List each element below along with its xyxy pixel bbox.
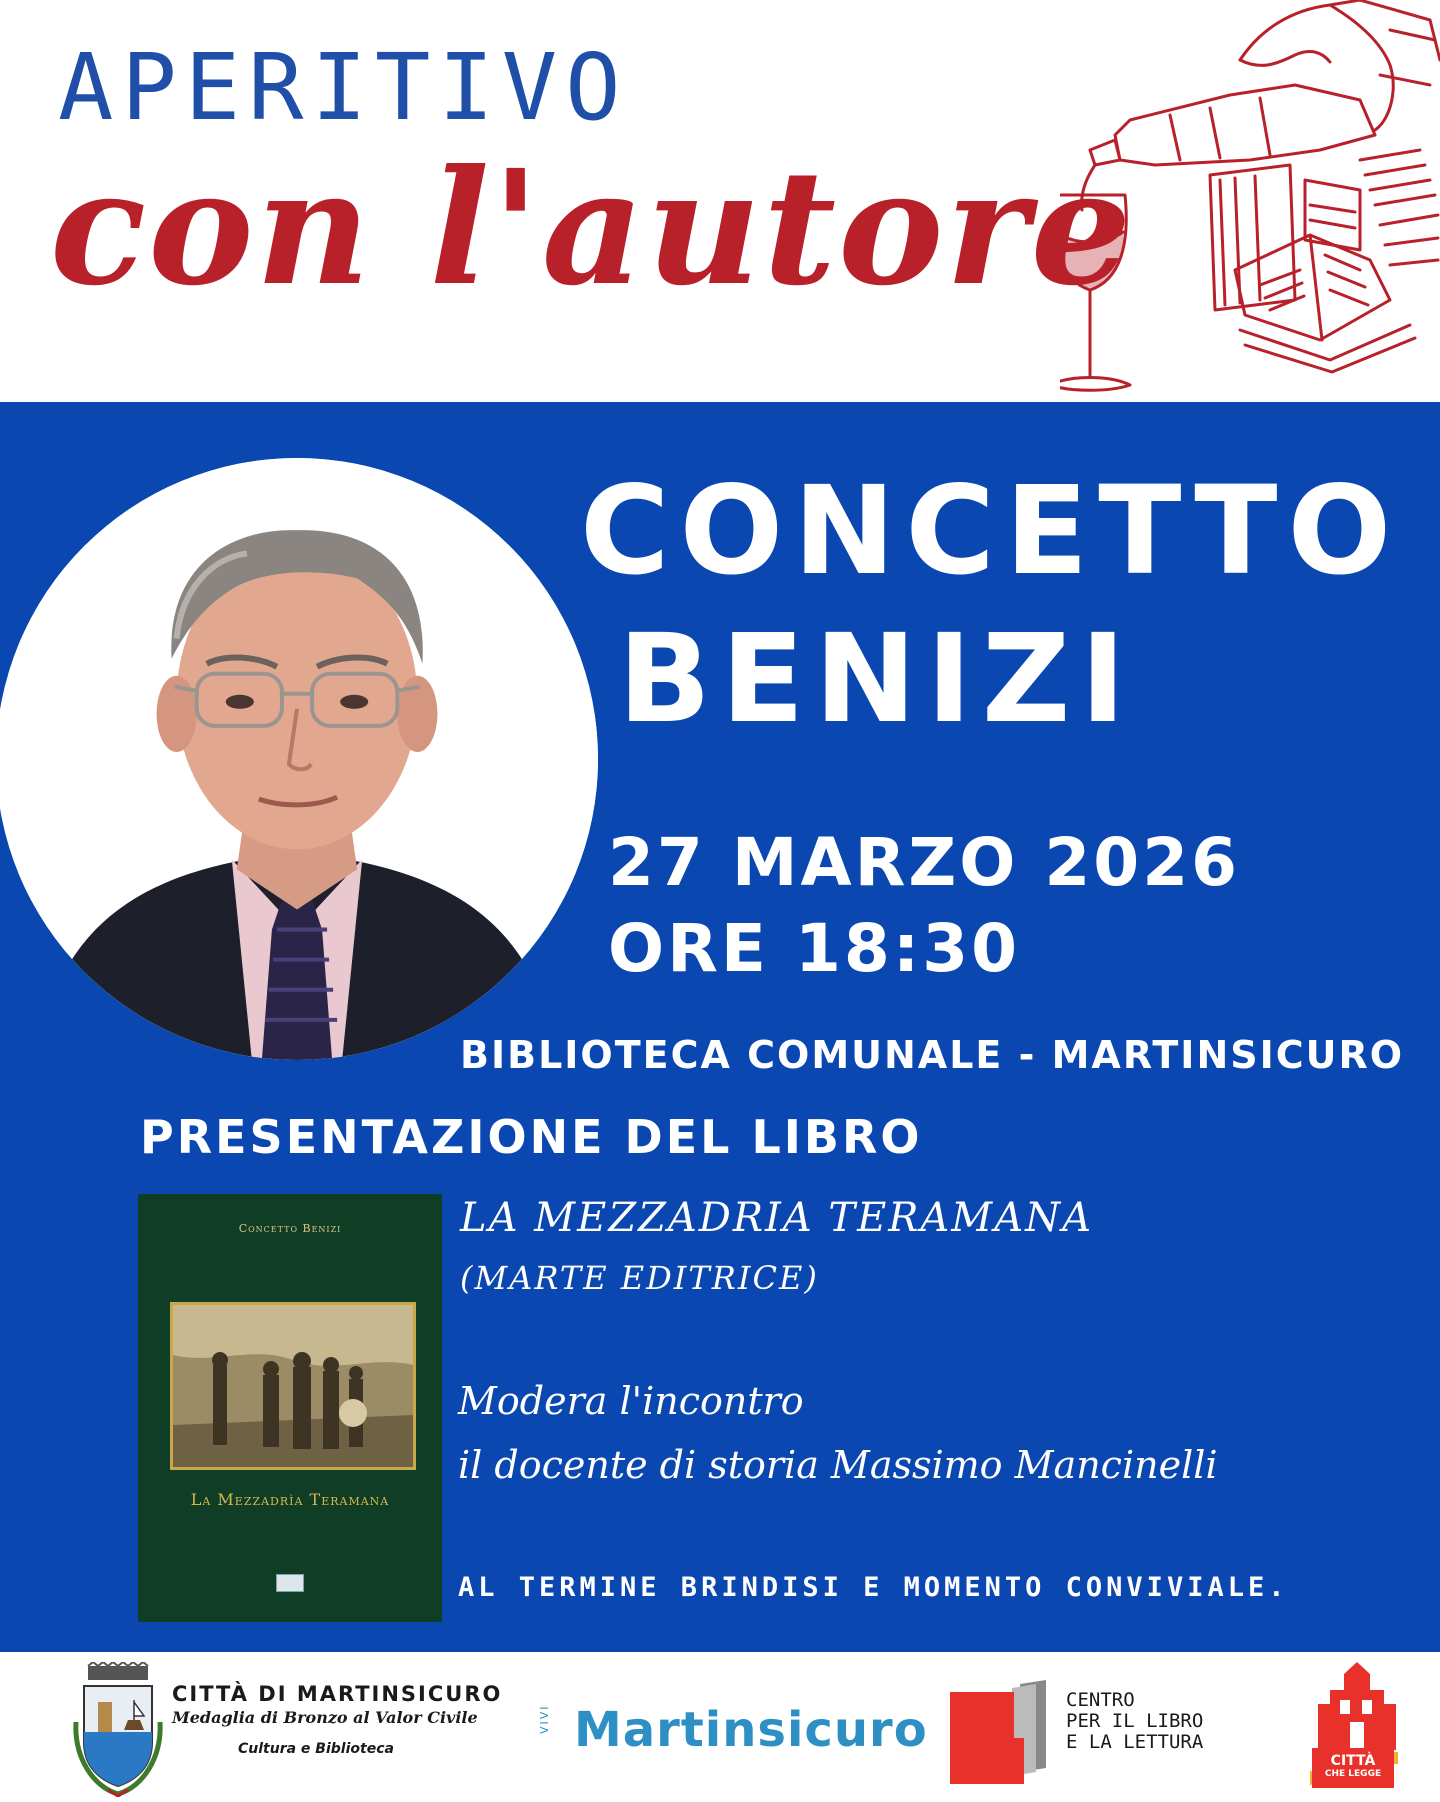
vivi-wordmark: [574, 1702, 928, 1758]
closing-note: AL TERMINE BRINDISI E MOMENTO CONVIVIALE.: [458, 1572, 1289, 1603]
author-first-name: CONCETTO: [580, 460, 1402, 602]
author-portrait-icon: [0, 458, 598, 1060]
city-department: Cultura e Biblioteca: [238, 1741, 394, 1757]
book-cover: [138, 1194, 442, 1622]
book-cover-title: La Mezzadrìa Teramana: [190, 1490, 390, 1509]
author-last-name: BENIZI: [618, 608, 1136, 750]
town-crest-icon: [68, 1662, 168, 1797]
book-cover-photo-icon: [173, 1305, 413, 1467]
event-venue: BIBLIOTECA COMUNALE - MARTINSICURO: [460, 1033, 1405, 1077]
presentation-label: PRESENTAZIONE DEL LIBRO: [140, 1110, 923, 1164]
book-publisher: (MARTE EDITRICE): [460, 1259, 819, 1297]
book-cover-author: Concetto Benizi: [238, 1222, 342, 1235]
moderator-name: il docente di storia Massimo Mancinelli: [458, 1443, 1218, 1487]
vivi-wordmark-text: Martinsicuro: [574, 1702, 928, 1758]
cepell-line-1: CENTRO: [1066, 1689, 1135, 1711]
citta-badge-line-2: CHE LEGGE: [1324, 1769, 1382, 1779]
vivi-martinsicuro-logo: [538, 1702, 928, 1764]
cepell-logo-icon: [950, 1672, 1050, 1784]
event-date: 27 MARZO 2026: [608, 824, 1241, 901]
author-portrait: [0, 458, 598, 1060]
event-time: ORE 18:30: [608, 910, 1021, 987]
cepell-line-2: PER IL LIBRO: [1066, 1709, 1204, 1732]
citta-badge-line-1: CITTÀ: [1330, 1753, 1376, 1769]
header-title: con l'autore: [50, 136, 1134, 321]
city-name: CITTÀ DI MARTINSICURO: [172, 1682, 503, 1706]
book-title: LA MEZZADRIA TERAMANA: [460, 1195, 1093, 1241]
wine-pouring-illustration-icon: [1060, 0, 1440, 402]
citta-che-legge-badge: [1312, 1748, 1394, 1788]
header-kicker: APERITIVO: [58, 34, 629, 141]
publisher-logo-icon: [276, 1574, 304, 1592]
header: [0, 0, 1440, 402]
sponsor-footer: [0, 1652, 1440, 1802]
book-cover-photo: [170, 1302, 416, 1470]
city-medal: Medaglia di Bronzo al Valor Civile: [172, 1708, 478, 1727]
moderator-intro: Modera l'incontro: [458, 1379, 804, 1423]
vivi-small-label: VIVI: [538, 1704, 551, 1734]
cepell-line-3: E LA LETTURA: [1066, 1730, 1204, 1753]
city-credit: [172, 1682, 502, 1757]
cepell-wordmark: [1066, 1690, 1203, 1753]
